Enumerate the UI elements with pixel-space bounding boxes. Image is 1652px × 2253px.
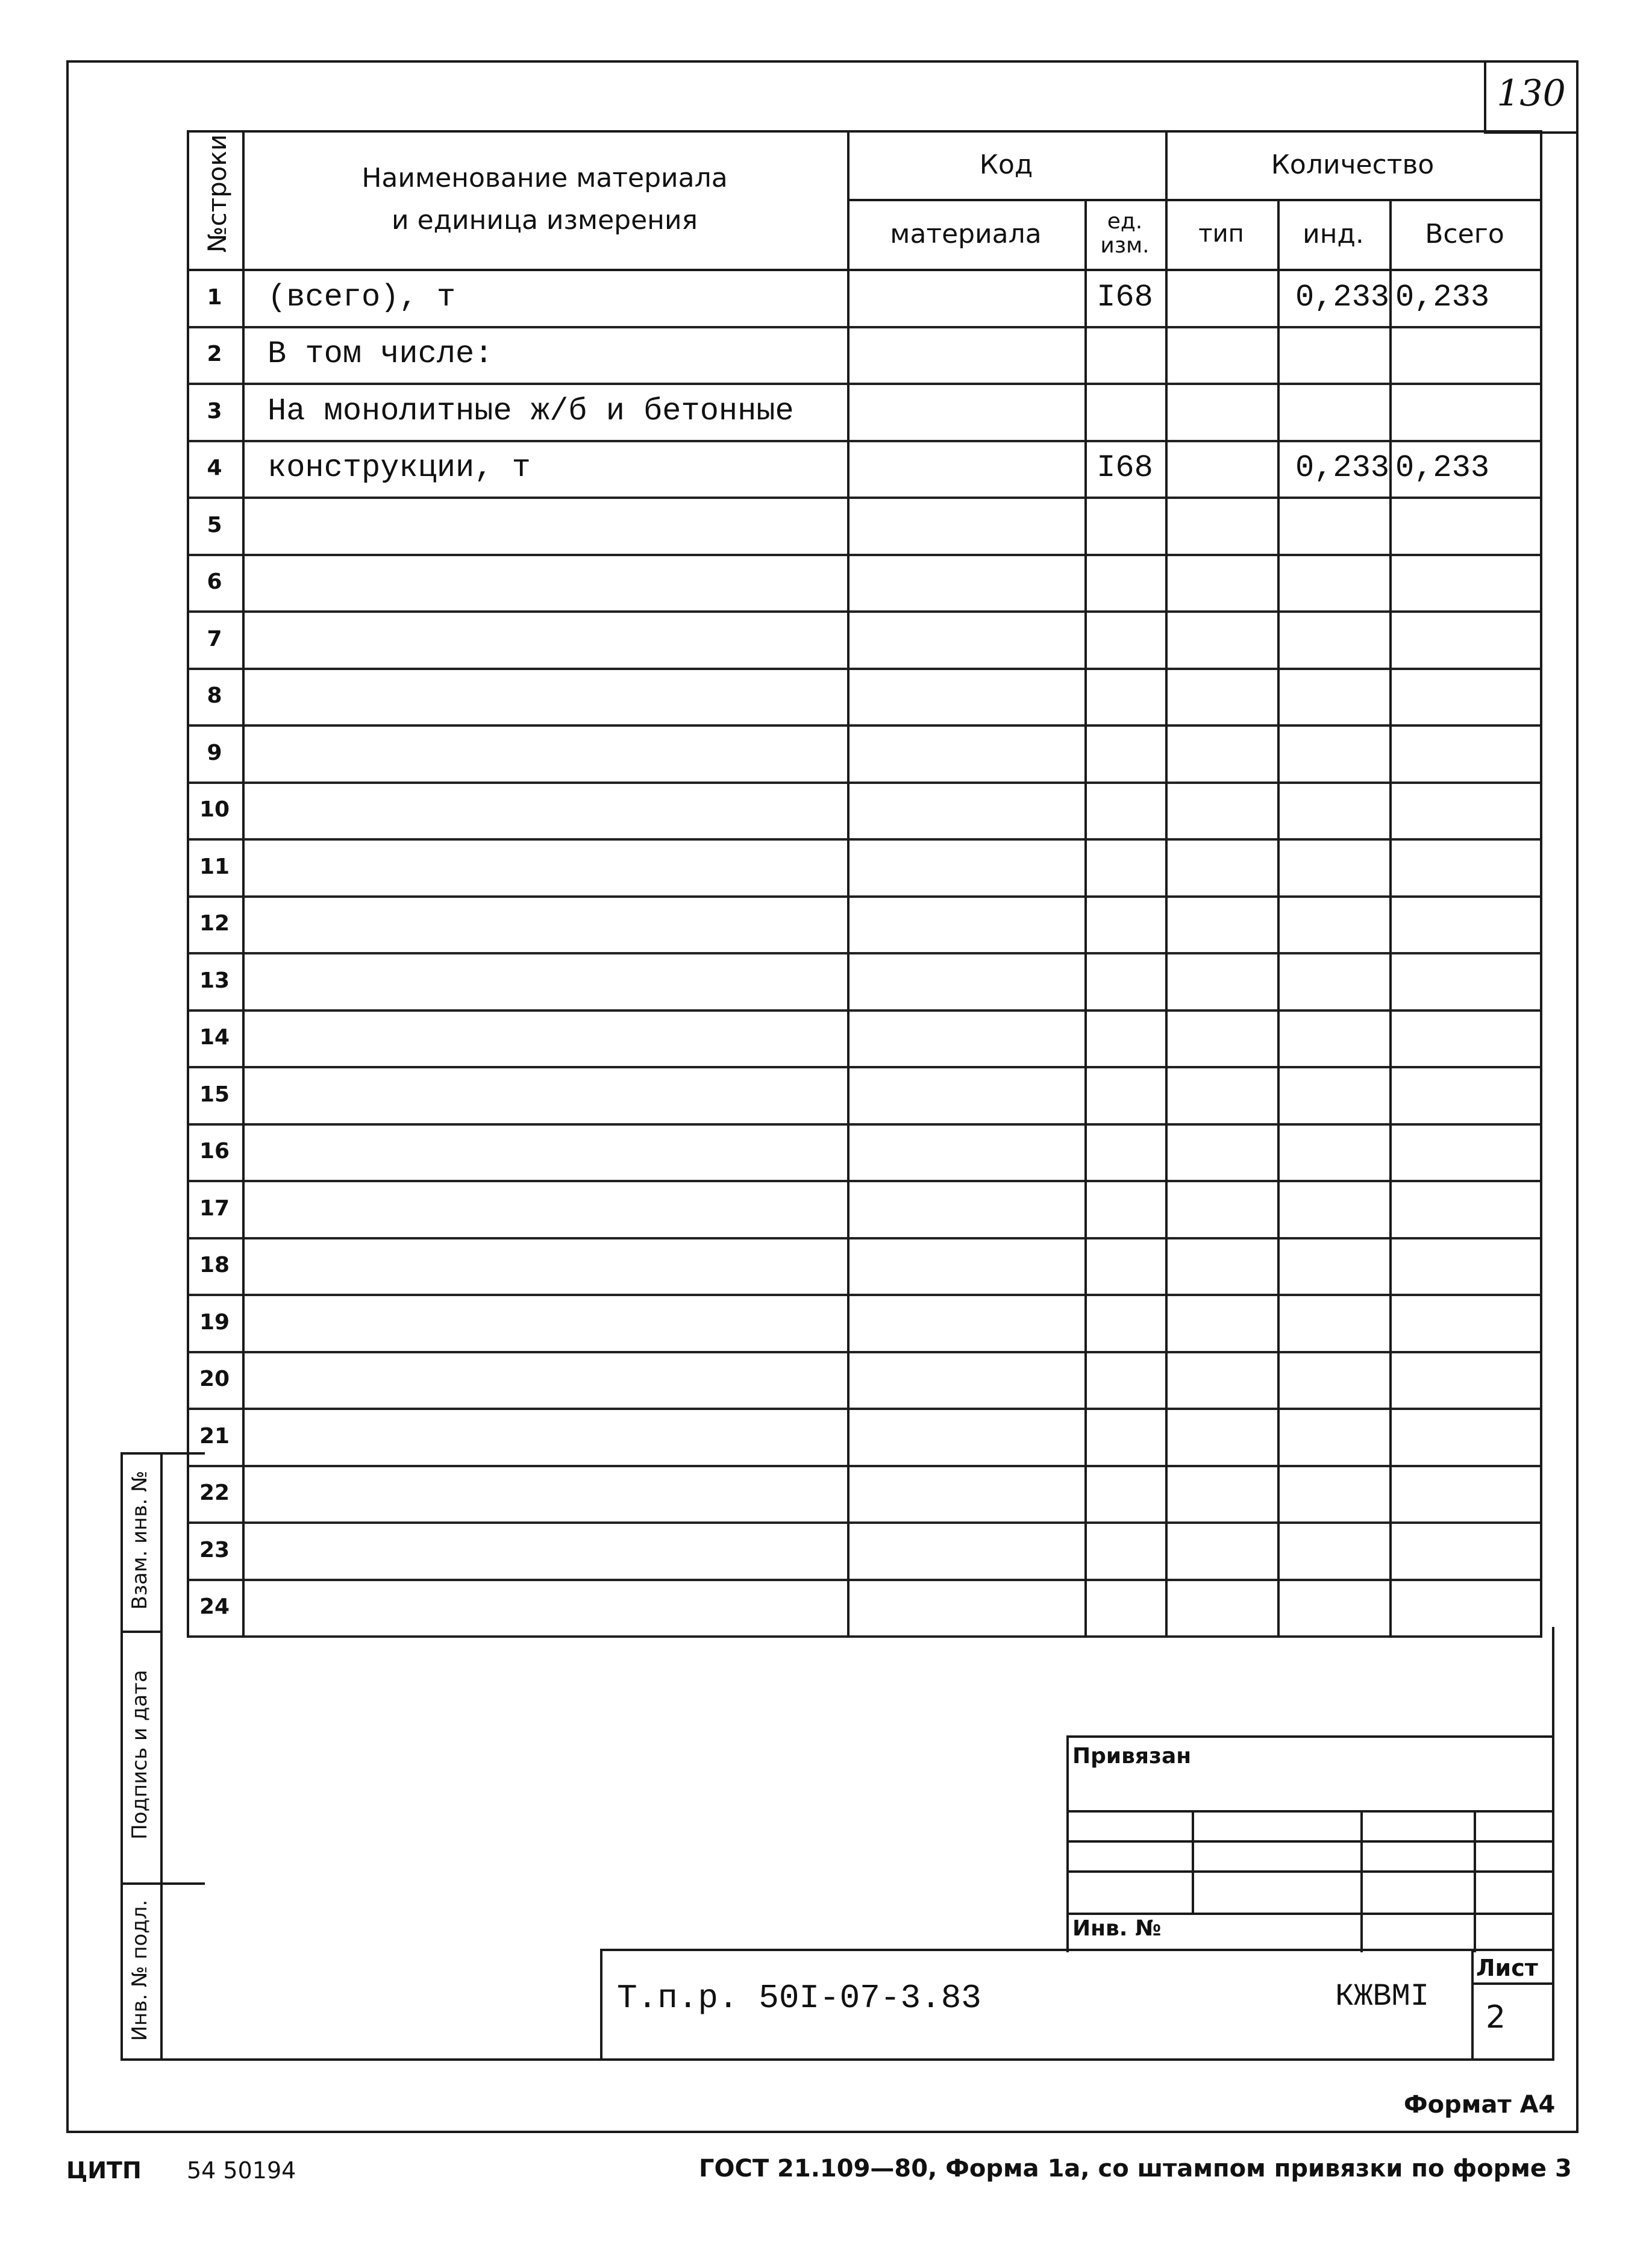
qty-type: [1165, 782, 1277, 839]
qty-type: [1165, 383, 1277, 440]
podpis-data-label: Подпись и дата: [128, 1670, 152, 1840]
qty-ind: 0,233: [1295, 279, 1389, 315]
material-code: [847, 1521, 1084, 1579]
top-border-line: [66, 60, 1578, 63]
material-code: [847, 1237, 1084, 1294]
right-border-line: [1576, 60, 1578, 2133]
qty-total: [1395, 1408, 1540, 1465]
qty-type: [1165, 1521, 1277, 1579]
qty-ind: [1280, 554, 1392, 611]
material-name-header: Наименование материала и единица измерения: [361, 163, 728, 236]
qty-type: [1165, 497, 1277, 554]
code-material-header: материала: [890, 218, 1042, 249]
material-name: [268, 668, 846, 725]
qty-type: [1165, 838, 1277, 895]
row-number: 4: [207, 456, 222, 481]
sheet-label: Лист: [1476, 1955, 1538, 1981]
unit-code: [1084, 895, 1165, 953]
qty-total: [1395, 1009, 1540, 1067]
qty-type: [1165, 952, 1277, 1009]
unit-code: [1084, 1009, 1165, 1067]
material-name: [268, 1351, 846, 1408]
material-name: [268, 895, 846, 953]
qty-type: [1165, 895, 1277, 953]
material-code: [847, 1294, 1084, 1351]
unit-code: [1084, 1465, 1165, 1522]
quantity-header: Количество: [1271, 149, 1435, 180]
qty-total: [1395, 724, 1540, 782]
material-code: [847, 326, 1084, 383]
qty-total: [1395, 1237, 1540, 1294]
material-name: В том числе:: [268, 336, 493, 372]
material-name: [268, 1237, 846, 1294]
material-code: [847, 383, 1084, 440]
qty-total: [1395, 1579, 1540, 1636]
unit-code: [1084, 497, 1165, 554]
material-code: [847, 1009, 1084, 1067]
qty-total: [1395, 383, 1540, 440]
material-name: (всего), т: [268, 279, 456, 315]
qty-ind: [1280, 782, 1392, 839]
qty-type: [1165, 326, 1277, 383]
qty-total: [1395, 1123, 1540, 1180]
row-number: 1: [207, 284, 222, 310]
qty-total: 0,233: [1395, 450, 1490, 486]
material-code: [847, 838, 1084, 895]
row-number: 20: [199, 1367, 230, 1392]
qty-ind: [1280, 1237, 1392, 1294]
row-number: 22: [199, 1481, 230, 1506]
gost-reference: ГОСТ 21.109—80, Форма 1а, со штампом привязки по форме 3: [699, 2155, 1572, 2182]
unit-code: [1084, 326, 1165, 383]
row-number: 10: [199, 797, 230, 823]
qty-type: [1165, 1465, 1277, 1522]
qty-ind: [1280, 1180, 1392, 1237]
qty-total: [1395, 610, 1540, 668]
qty-ind: [1280, 1009, 1392, 1067]
qty-type: [1165, 1294, 1277, 1351]
row-line: [187, 1635, 1542, 1638]
qty-ind: [1280, 1521, 1392, 1579]
vzam-inv-label: Взам. инв. №: [128, 1470, 152, 1610]
qty-ind: [1280, 610, 1392, 668]
title-block: [600, 1949, 1554, 2061]
unit-code: [1084, 1180, 1165, 1237]
qty-type: [1165, 724, 1277, 782]
qty-total-header: Всего: [1425, 218, 1504, 249]
qty-total: [1395, 1465, 1540, 1522]
privyazan-label: Привязан: [1072, 1744, 1192, 1769]
qty-type: [1165, 1579, 1277, 1636]
side-fields-block: [120, 1452, 205, 2061]
unit-code: [1084, 1066, 1165, 1123]
unit-code: [1084, 724, 1165, 782]
material-name: [268, 1579, 846, 1636]
unit-code: [1084, 1579, 1165, 1636]
material-code: [847, 440, 1084, 497]
material-name: [268, 554, 846, 611]
material-name: На монолитные ж/б и бетонные: [268, 393, 794, 429]
binding-stamp: [1066, 1735, 1554, 1952]
material-code: [847, 668, 1084, 725]
row-number: 17: [199, 1195, 230, 1221]
qty-total: [1395, 782, 1540, 839]
qty-total: [1395, 554, 1540, 611]
qty-type: [1165, 1180, 1277, 1237]
material-name: [268, 838, 846, 895]
unit-code: [1084, 782, 1165, 839]
material-code: [847, 1123, 1084, 1180]
column-line: [1540, 130, 1542, 1638]
qty-total: [1395, 497, 1540, 554]
row-number: 2: [207, 342, 222, 367]
material-code: [847, 269, 1084, 326]
qty-type: [1165, 1237, 1277, 1294]
qty-type: [1165, 1123, 1277, 1180]
material-name: [268, 1465, 846, 1522]
qty-total: [1395, 1180, 1540, 1237]
material-name: [268, 1180, 846, 1237]
bottom-border-line: [66, 2131, 1578, 2133]
code-unit-header: ед. изм.: [1100, 209, 1150, 258]
qty-ind-header: инд.: [1303, 218, 1364, 249]
unit-code: I68: [1097, 279, 1153, 315]
inv-podl-label: Инв. № подл.: [128, 1899, 152, 2041]
material-code: [847, 1351, 1084, 1408]
qty-ind: [1280, 1351, 1392, 1408]
row-number: 7: [207, 626, 222, 651]
material-code: [847, 1579, 1084, 1636]
row-number: 5: [207, 512, 222, 537]
material-name: [268, 1294, 846, 1351]
row-number: 18: [199, 1253, 230, 1278]
material-name: [268, 1521, 846, 1579]
qty-type: [1165, 554, 1277, 611]
unit-code: [1084, 1408, 1165, 1465]
material-code: [847, 895, 1084, 953]
format-label: Формат А4: [1404, 2091, 1556, 2119]
page-number: 130: [1497, 72, 1566, 114]
material-name: [268, 610, 846, 668]
row-number: 9: [207, 740, 222, 765]
qty-type: [1165, 610, 1277, 668]
material-code: [847, 554, 1084, 611]
org-label: ЦИТП: [66, 2157, 142, 2184]
unit-code: [1084, 668, 1165, 725]
qty-ind: [1280, 895, 1392, 953]
qty-ind: [1280, 1294, 1392, 1351]
qty-type: [1165, 1351, 1277, 1408]
material-code: [847, 782, 1084, 839]
qty-ind: [1280, 1408, 1392, 1465]
code-header: Код: [979, 149, 1033, 180]
row-number: 16: [199, 1139, 230, 1164]
qty-type: [1165, 668, 1277, 725]
qty-total: [1395, 952, 1540, 1009]
qty-ind: [1280, 1066, 1392, 1123]
qty-ind: [1280, 1465, 1392, 1522]
row-number: 19: [199, 1309, 230, 1335]
unit-code: [1084, 1294, 1165, 1351]
qty-total: [1395, 1521, 1540, 1579]
unit-code: [1084, 610, 1165, 668]
qty-type: [1165, 1009, 1277, 1067]
material-name: [268, 1066, 846, 1123]
material-name: [268, 724, 846, 782]
unit-code: [1084, 1351, 1165, 1408]
qty-total: [1395, 326, 1540, 383]
unit-code: [1084, 554, 1165, 611]
row-number: 21: [199, 1423, 230, 1449]
material-code: [847, 497, 1084, 554]
qty-ind: [1280, 1123, 1392, 1180]
qty-ind: [1280, 668, 1392, 725]
material-code: [847, 610, 1084, 668]
material-code: [847, 724, 1084, 782]
document-code: КЖВМI: [1335, 1979, 1430, 2014]
unit-code: I68: [1097, 450, 1153, 486]
unit-code: [1084, 952, 1165, 1009]
qty-type: [1165, 1408, 1277, 1465]
order-number: 54 50194: [187, 2157, 296, 2184]
qty-ind: [1280, 838, 1392, 895]
qty-total: [1395, 668, 1540, 725]
material-name: [268, 1123, 846, 1180]
row-number: 13: [199, 968, 230, 993]
material-name: конструкции, т: [268, 450, 531, 486]
unit-code: [1084, 1237, 1165, 1294]
row-number: 15: [199, 1082, 230, 1107]
row-number-header: №строки: [202, 134, 232, 253]
row-number: 12: [199, 911, 230, 936]
qty-total: 0,233: [1395, 279, 1490, 315]
material-name: [268, 497, 846, 554]
material-code: [847, 1465, 1084, 1522]
qty-total: [1395, 1294, 1540, 1351]
unit-code: [1084, 838, 1165, 895]
qty-type: [1165, 269, 1277, 326]
row-number: 23: [199, 1537, 230, 1562]
designation-text: Т.п.р. 50I-07-3.83: [617, 1979, 981, 2017]
qty-ind: [1280, 497, 1392, 554]
material-code: [847, 952, 1084, 1009]
row-number: 3: [207, 398, 222, 424]
row-number: 6: [207, 569, 222, 595]
material-code: [847, 1408, 1084, 1465]
material-code: [847, 1180, 1084, 1237]
qty-total: [1395, 895, 1540, 953]
qty-type: [1165, 440, 1277, 497]
qty-total: [1395, 1351, 1540, 1408]
qty-ind: [1280, 724, 1392, 782]
qty-ind: [1280, 952, 1392, 1009]
qty-total: [1395, 838, 1540, 895]
material-code: [847, 1066, 1084, 1123]
material-name: [268, 1009, 846, 1067]
qty-total: [1395, 1066, 1540, 1123]
unit-code: [1084, 383, 1165, 440]
qty-ind: [1280, 1579, 1392, 1636]
material-name: [268, 1408, 846, 1465]
qty-ind: [1280, 383, 1392, 440]
qty-ind: 0,233: [1295, 450, 1389, 486]
inv-no-label: Инв. №: [1072, 1916, 1162, 1941]
row-number: 24: [199, 1594, 230, 1620]
row-number: 14: [199, 1025, 230, 1050]
qty-type-header: тип: [1198, 220, 1244, 248]
left-border-line: [66, 60, 69, 2133]
row-number: 8: [207, 683, 222, 709]
unit-code: [1084, 1521, 1165, 1579]
unit-code: [1084, 1123, 1165, 1180]
material-name: [268, 952, 846, 1009]
row-number: 11: [199, 854, 230, 879]
sheet-number: 2: [1486, 1999, 1506, 2035]
material-name: [268, 782, 846, 839]
qty-type: [1165, 1066, 1277, 1123]
qty-ind: [1280, 326, 1392, 383]
